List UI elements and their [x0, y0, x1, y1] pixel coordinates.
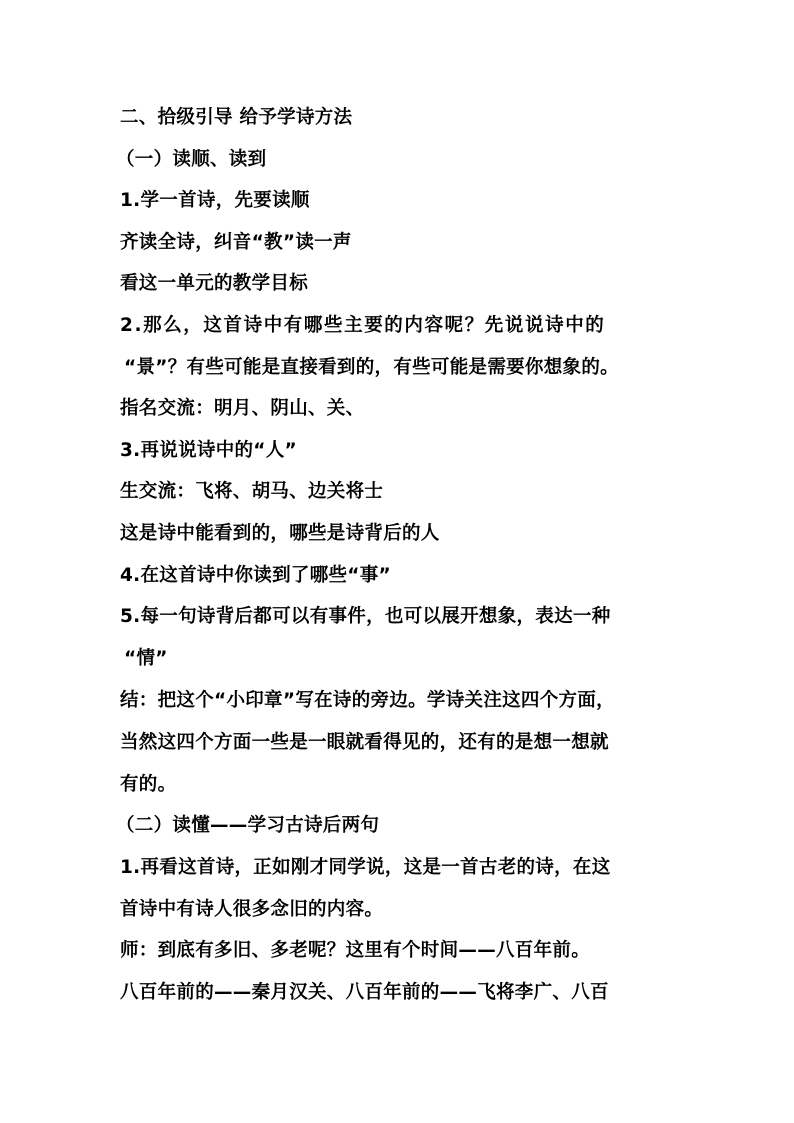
paragraph-line: 1.学一首诗，先要读顺	[120, 190, 310, 211]
paragraph-line: 师：到底有多旧、多老呢？这里有个时间——八百年前。	[120, 940, 591, 961]
paragraph-line: 2.那么，这首诗中有哪些主要的内容呢？先说说诗中的	[120, 315, 606, 336]
paragraph-line: 当然这四个方面一些是一眼就看得见的，还有的是想一想就	[120, 732, 609, 753]
paragraph-line: 这是诗中能看到的，哪些是诗背后的人	[120, 523, 440, 544]
paragraph-line: “情”	[124, 648, 168, 669]
paragraph-line: 指名交流：明月、阴山、关、	[120, 398, 365, 419]
subsection-heading: （一）读顺、读到	[116, 149, 267, 170]
paragraph-line: 3.再说说诗中的“人”	[120, 440, 298, 461]
paragraph-line: 生交流：飞将、胡马、边关将士	[120, 481, 384, 502]
paragraph-line: “景”？有些可能是直接看到的，有些可能是需要你想象的。	[124, 357, 619, 378]
paragraph-line: 结：把这个“小印章”写在诗的旁边。学诗关注这四个方面，	[120, 690, 615, 711]
paragraph-line: 4.在这首诗中你读到了哪些“事”	[120, 565, 392, 586]
paragraph-line: 八百年前的——秦月汉关、八百年前的——飞将李广、八百	[120, 982, 609, 1003]
paragraph-line: 看这一单元的教学目标	[120, 273, 309, 294]
paragraph-line: 齐读全诗，纠音“教”读一声	[120, 232, 352, 253]
paragraph-line: 1.再看这首诗，正如刚才同学说，这是一首古老的诗，在这	[120, 857, 611, 878]
section-heading: 二、拾级引导 给予学诗方法	[120, 107, 353, 128]
paragraph-line: 首诗中有诗人很多念旧的内容。	[120, 899, 384, 920]
subsection-heading: （二）读懂——学习古诗后两句	[116, 815, 380, 836]
paragraph-line: 5.每一句诗背后都可以有事件，也可以展开想象，表达一种	[120, 606, 611, 627]
paragraph-line: 有的。	[120, 774, 177, 795]
